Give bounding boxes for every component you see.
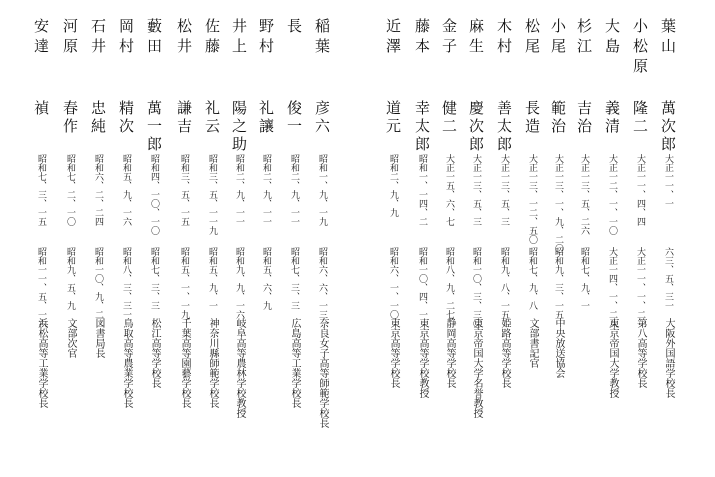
post-cell: 奈良女子高等師範学校長 bbox=[317, 318, 328, 428]
register-column bbox=[198, 0, 226, 477]
surname-cell: 杉江 bbox=[575, 18, 593, 58]
post-cell: 東京高等学校長 bbox=[388, 318, 399, 388]
first-date-cell: 大正一三、五、三 bbox=[499, 154, 509, 226]
given-name-cell: 春作 bbox=[61, 100, 79, 136]
post-cell: 東京高等学校教授 bbox=[417, 318, 428, 398]
register-column bbox=[408, 0, 436, 477]
second-date-cell: 昭和九、三、一五 bbox=[553, 247, 563, 319]
register-column bbox=[280, 0, 308, 477]
given-name-cell: 彦六 bbox=[313, 100, 331, 136]
post-cell: 千葉高等園藝学校長 bbox=[179, 318, 190, 408]
post-cell: 大阪外国語学校長 bbox=[663, 318, 674, 398]
post-cell: 浜松高等工業学校長 bbox=[36, 318, 47, 408]
first-date-cell: 大正一三、一二、五〇 bbox=[527, 154, 537, 244]
register-column bbox=[435, 0, 463, 477]
second-date-cell: 昭和六、六、一三 bbox=[317, 247, 327, 319]
first-date-cell: 大正一一、一 bbox=[663, 154, 673, 208]
register-column bbox=[170, 0, 198, 477]
given-name-cell: 禎 bbox=[32, 100, 50, 118]
surname-cell: 井上 bbox=[230, 18, 248, 58]
register-column bbox=[626, 0, 654, 477]
given-name-cell: 萬次郎 bbox=[659, 100, 677, 154]
first-date-cell: 昭和七、二、一〇 bbox=[65, 154, 75, 226]
post-cell: 岐阜高等農林学校教授 bbox=[234, 318, 245, 418]
register-column bbox=[140, 0, 168, 477]
surname-cell: 近澤 bbox=[384, 18, 402, 58]
second-date-cell: 昭和七、三、三 bbox=[289, 247, 299, 310]
surname-cell: 岡村 bbox=[117, 18, 135, 58]
first-date-cell: 昭和五、九、一六 bbox=[121, 154, 131, 226]
second-date-cell: 昭和七、九、八 bbox=[527, 247, 537, 310]
register-column bbox=[490, 0, 518, 477]
post-cell: 中央放送協会 bbox=[553, 318, 564, 378]
given-name-cell: 精次 bbox=[117, 100, 135, 136]
first-date-cell: 大正一一、四、四 bbox=[635, 154, 645, 226]
second-date-cell: 昭和八、三、三一 bbox=[121, 247, 131, 319]
given-name-cell: 義清 bbox=[603, 100, 621, 136]
surname-cell: 木村 bbox=[495, 18, 513, 58]
first-date-cell: 昭和二、九、九 bbox=[388, 154, 398, 217]
post-cell: 文部次官 bbox=[65, 318, 76, 358]
given-name-cell: 吉治 bbox=[575, 100, 593, 136]
second-date-cell: 昭和八、九、二七 bbox=[444, 247, 454, 319]
surname-cell: 葉山 bbox=[659, 18, 677, 58]
second-date-cell: 昭和一〇、四、一 bbox=[417, 247, 427, 319]
post-cell: 第八高等学校長 bbox=[635, 318, 646, 388]
second-date-cell: 昭和五、六、九 bbox=[261, 247, 271, 310]
post-cell: 文部書記官 bbox=[527, 318, 538, 368]
given-name-cell: 謙吉 bbox=[175, 100, 193, 136]
surname-cell: 野村 bbox=[257, 18, 275, 58]
second-date-cell: 昭和一〇、三、三〇 bbox=[471, 247, 481, 328]
surname-cell: 松尾 bbox=[523, 18, 541, 58]
second-date-cell: 昭和一一、五、一六 bbox=[36, 247, 46, 328]
post-cell: 静岡高等学校長 bbox=[444, 318, 455, 388]
given-name-cell: 陽之助 bbox=[230, 100, 248, 154]
surname-cell: 麻生 bbox=[467, 18, 485, 58]
post-cell: 松江高等学校長 bbox=[149, 318, 160, 388]
surname-cell: 大島 bbox=[603, 18, 621, 58]
second-date-cell: 昭和一〇、九、二 bbox=[93, 247, 103, 319]
given-name-cell: 慶次郎 bbox=[467, 100, 485, 154]
surname-cell: 小尾 bbox=[549, 18, 567, 58]
given-name-cell: 善太郎 bbox=[495, 100, 513, 154]
given-name-cell: 萬一郎 bbox=[145, 100, 163, 154]
register-column bbox=[570, 0, 598, 477]
given-name-cell: 幸太郎 bbox=[413, 100, 431, 154]
surname-cell: 藤本 bbox=[413, 18, 431, 58]
post-cell: 東京帝国大学名誉教授 bbox=[471, 318, 482, 418]
post-cell: 東京帝国大学教授 bbox=[607, 318, 618, 398]
post-cell: 広島高等工業学校長 bbox=[289, 318, 300, 408]
post-cell: 図書局長 bbox=[93, 318, 104, 358]
given-name-cell: 隆二 bbox=[631, 100, 649, 136]
given-name-cell: 忠純 bbox=[89, 100, 107, 136]
surname-cell: 長 bbox=[285, 18, 303, 38]
given-name-cell: 健二 bbox=[440, 100, 458, 136]
surname-cell: 安達 bbox=[32, 18, 50, 58]
register-column bbox=[225, 0, 253, 477]
first-date-cell: 昭和一、一四、二 bbox=[417, 154, 427, 226]
register-column bbox=[27, 0, 55, 477]
given-name-cell: 礼云 bbox=[203, 100, 221, 136]
first-date-cell: 大正一三、五、二六 bbox=[579, 154, 589, 235]
surname-cell: 金子 bbox=[440, 18, 458, 58]
second-date-cell: 昭和五、九、一 bbox=[207, 247, 217, 310]
first-date-cell: 昭和七、三、一五 bbox=[36, 154, 46, 226]
given-name-cell: 礼讓 bbox=[257, 100, 275, 136]
register-column bbox=[308, 0, 336, 477]
given-name-cell: 範治 bbox=[549, 100, 567, 136]
surname-cell: 佐藤 bbox=[203, 18, 221, 58]
first-date-cell: 大正一三、一、九、二〇 bbox=[553, 154, 563, 253]
given-name-cell: 俊一 bbox=[285, 100, 303, 136]
first-date-cell: 昭和二、九、一一 bbox=[234, 154, 244, 226]
first-date-cell: 昭和三、五、一五 bbox=[179, 154, 189, 226]
post-cell: 鳥取高等農業学校長 bbox=[121, 318, 132, 408]
surname-cell: 松井 bbox=[175, 18, 193, 58]
second-date-cell: 昭和五、一、一九 bbox=[179, 247, 189, 319]
second-date-cell: 昭和九、八、一五 bbox=[499, 247, 509, 319]
second-date-cell: 大正一一、一、二一 bbox=[635, 247, 645, 328]
first-date-cell: 昭和六、二、二四 bbox=[93, 154, 103, 226]
register-column bbox=[379, 0, 407, 477]
surname-cell: 藪田 bbox=[145, 18, 163, 58]
register-column bbox=[462, 0, 490, 477]
first-date-cell: 大正一五、六、七 bbox=[444, 154, 454, 226]
first-date-cell: 昭和二、九、一一 bbox=[261, 154, 271, 226]
given-name-cell: 長造 bbox=[523, 100, 541, 136]
second-date-cell: 昭和七、三、三 bbox=[149, 247, 159, 310]
first-date-cell: 昭和四、一〇、一〇 bbox=[149, 154, 159, 235]
surname-cell: 小松原 bbox=[631, 18, 649, 78]
second-date-cell: 昭和九、九、一六 bbox=[234, 247, 244, 319]
surname-cell: 河原 bbox=[61, 18, 79, 58]
register-column bbox=[84, 0, 112, 477]
second-date-cell: 六三、五、三一 bbox=[663, 247, 673, 310]
post-cell: 神奈川縣師範学校長 bbox=[207, 318, 218, 408]
first-date-cell: 大正一三、五、三 bbox=[471, 154, 481, 226]
first-date-cell: 大正一二、一、一〇 bbox=[607, 154, 617, 235]
surname-cell: 稲葉 bbox=[313, 18, 331, 58]
second-date-cell: 大正一四、一、二八 bbox=[607, 247, 617, 328]
register-column bbox=[56, 0, 84, 477]
second-date-cell: 昭和九、五、九 bbox=[65, 247, 75, 310]
post-cell: 姫路高等学校長 bbox=[499, 318, 510, 388]
register-column bbox=[112, 0, 140, 477]
first-date-cell: 昭和二、九、一一 bbox=[289, 154, 299, 226]
register-column bbox=[518, 0, 546, 477]
first-date-cell: 昭和三、五、一一九 bbox=[207, 154, 217, 235]
second-date-cell: 昭和七、九、一 bbox=[579, 247, 589, 310]
surname-cell: 石井 bbox=[89, 18, 107, 58]
second-date-cell: 昭和六、一、一〇 bbox=[388, 247, 398, 319]
register-column bbox=[544, 0, 572, 477]
first-date-cell: 昭和一、九、一九 bbox=[317, 154, 327, 226]
register-column bbox=[654, 0, 682, 477]
given-name-cell: 道元 bbox=[384, 100, 402, 136]
register-column bbox=[598, 0, 626, 477]
register-column bbox=[252, 0, 280, 477]
